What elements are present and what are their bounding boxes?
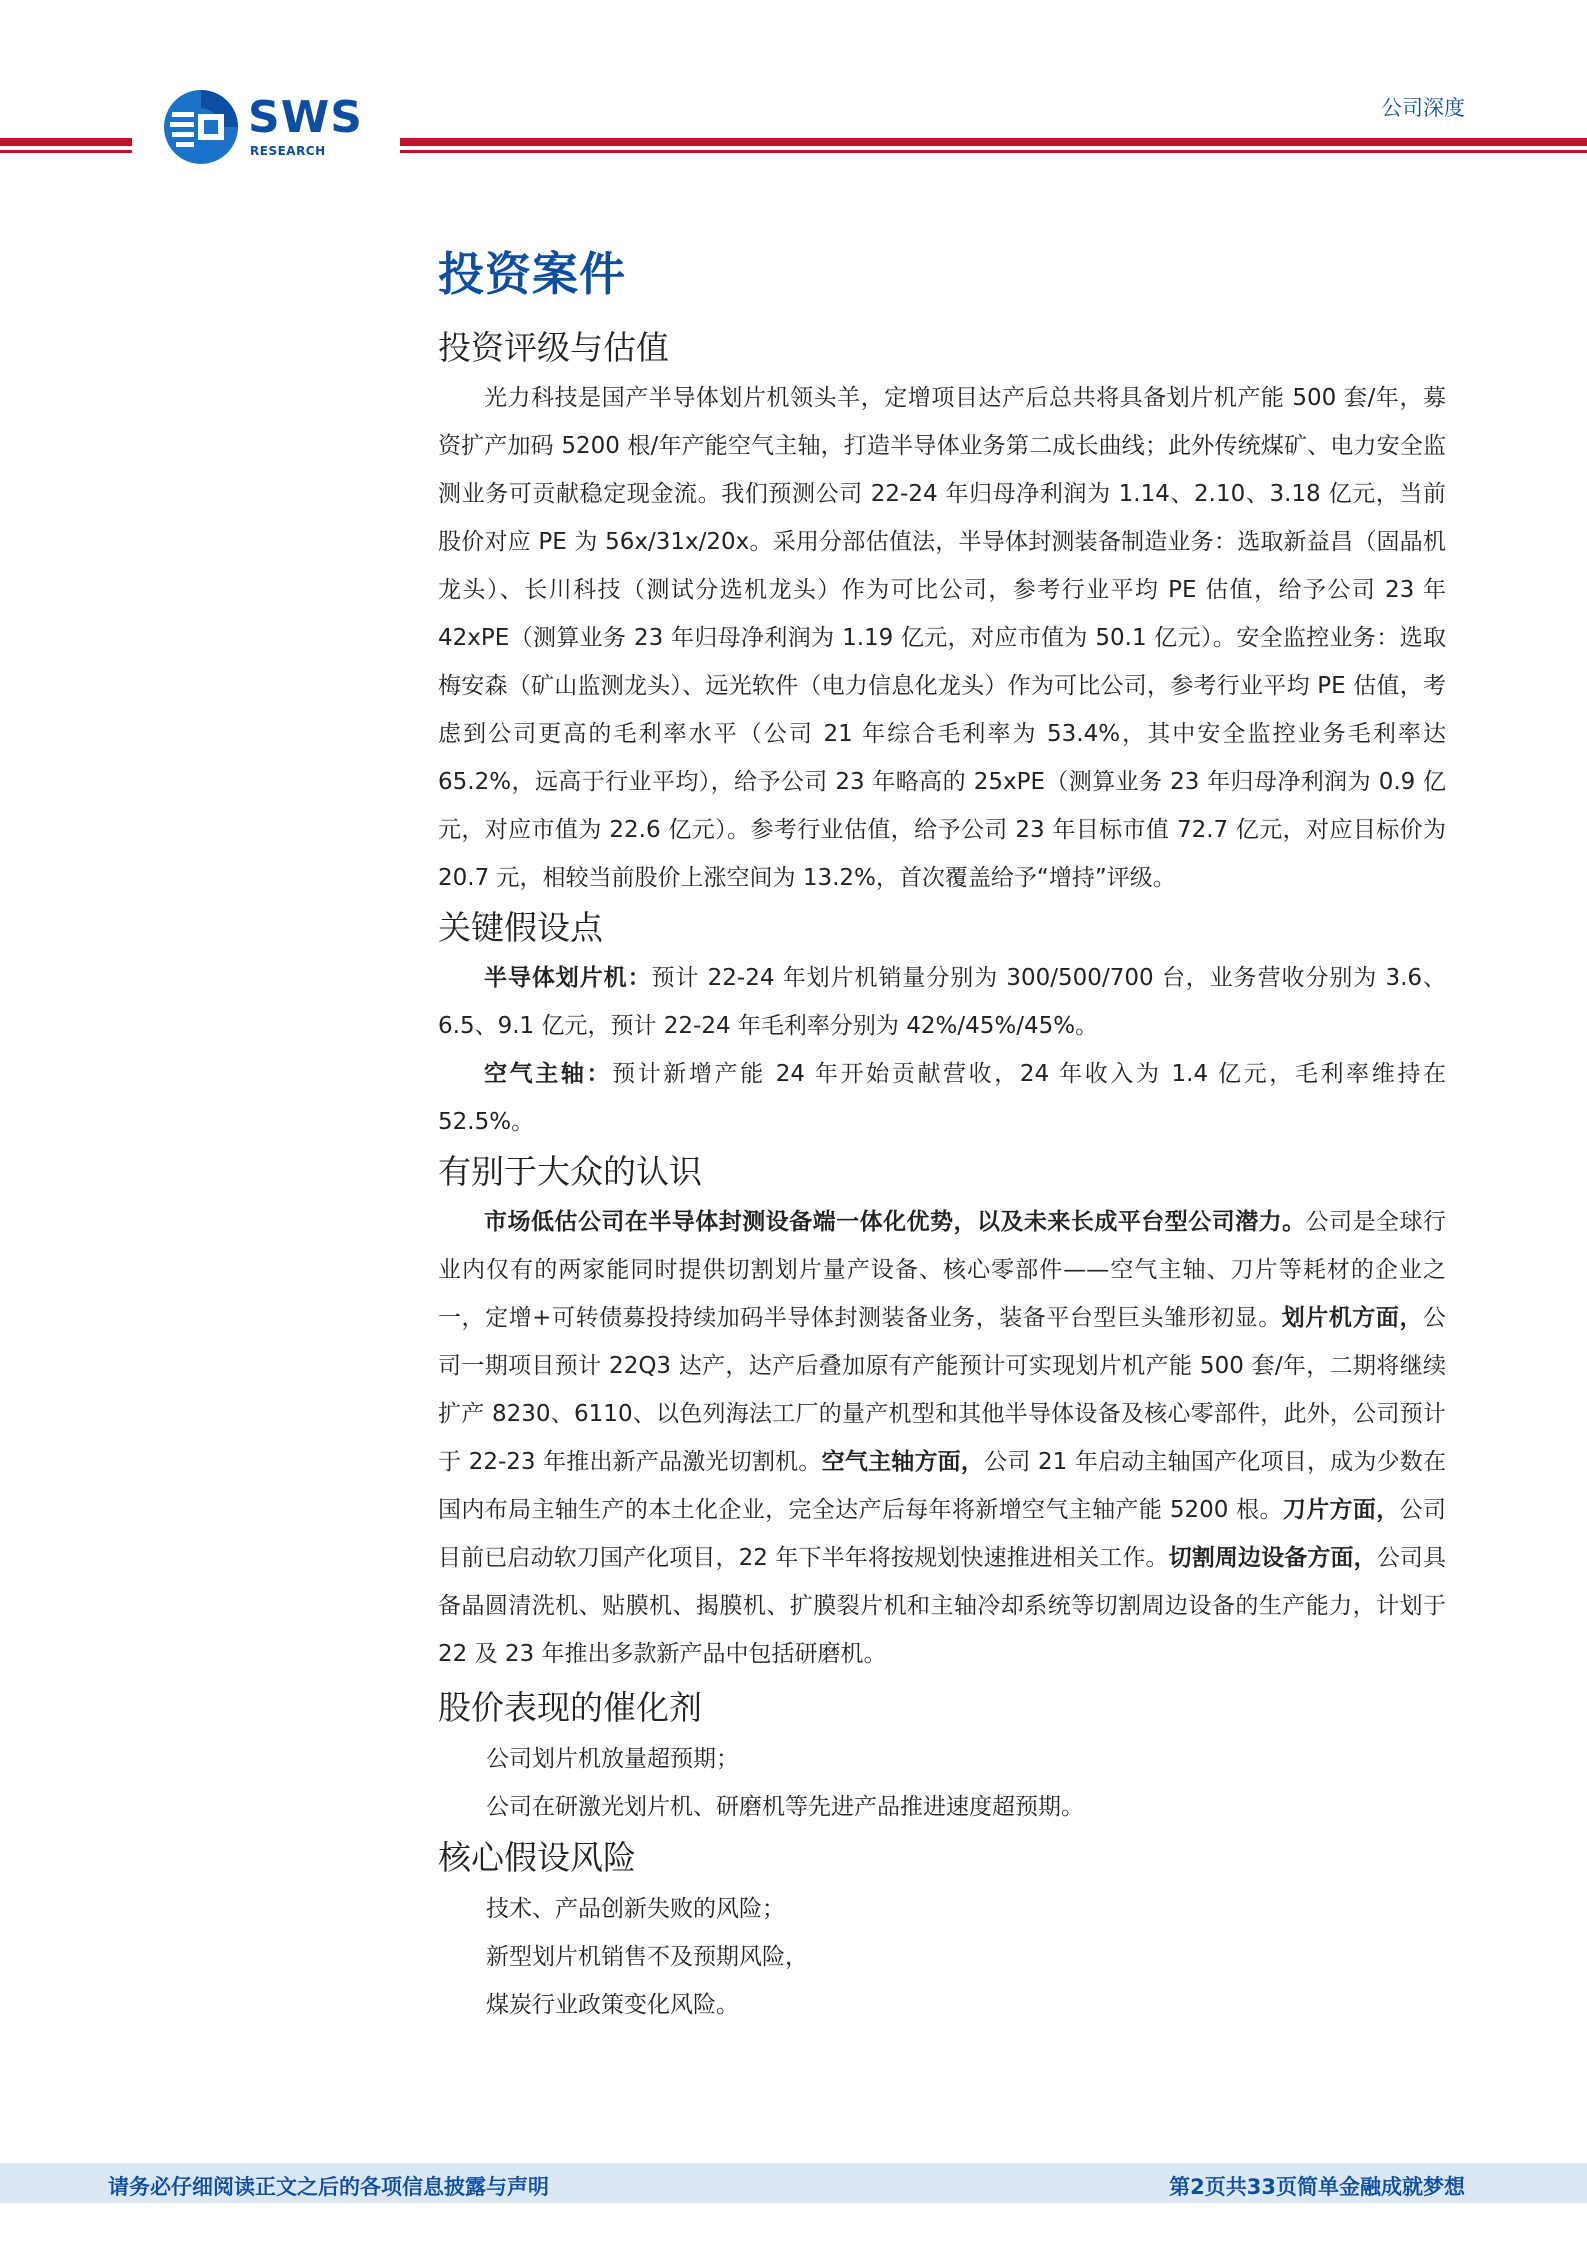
view-text-5: 公司具备晶圆清洗机、贴膜机、揭膜机、扩膜裂片机和主轴冷却系统等切割周边设备的生产能力，计划于 22 及 23 年推出多款新产品中包括研磨机。 [438, 1545, 1447, 1667]
logo-subtext: RESEARCH [250, 144, 326, 158]
footer-disclaimer: 请务必仔细阅读正文之后的各项信息披露与声明 [108, 2175, 549, 2199]
view-bold-4: 刀片方面， [1282, 1497, 1400, 1523]
section-heading-assumptions: 关键假设点 [438, 908, 603, 947]
section-heading-catalyst: 股价表现的催化剂 [438, 1688, 702, 1727]
assumption-semiconductor-label: 半导体划片机： [484, 965, 652, 991]
section-heading-view: 有别于大众的认识 [438, 1152, 702, 1191]
risk-item: 新型划片机销售不及预期风险， [486, 1944, 808, 1970]
header-rule-right [400, 138, 1587, 146]
view-bold-2: 划片机方面， [1281, 1305, 1423, 1331]
view-paragraph [438, 1198, 1446, 1678]
view-text-2: 公司一期项目预计 22Q3 达产，达产后叠加原有产能预计可实现划片机产能 500 套/年，二期将继续扩产 8230、6110、以色列海法工厂的量产机型和其他半导体设备及核心零部件，此外，公司预计于 22-23 年推出新产品激光切割机。 [438, 1305, 1446, 1475]
assumption-air-spindle-label: 空气主轴： [484, 1061, 613, 1087]
catalyst-item: 公司在研激光划片机、研磨机等先进产品推进速度超预期。 [486, 1794, 1084, 1820]
risk-item: 煤炭行业政策变化风险。 [486, 1992, 739, 2018]
view-bold-1: 市场低估公司在半导体封测设备端一体化优势，以及未来长成平台型公司潜力。 [484, 1209, 1306, 1235]
assumption-semiconductor [438, 954, 1446, 1050]
report-type-tag: 公司深度 [1381, 96, 1465, 120]
sws-logo [162, 88, 372, 168]
catalyst-item: 公司划片机放量超预期； [486, 1746, 739, 1772]
view-text-3: 公司 21 年启动主轴国产化项目，成为少数在国内布局主轴生产的本土化企业，完全达产后每年将新增空气主轴产能 5200 根。 [438, 1449, 1447, 1523]
assumption-semiconductor-text: 预计 22-24 年划片机销量分别为 300/500/700 台，业务营收分别为 3.6、6.5、9.1 亿元，预计 22-24 年毛利率分别为 42%/45%/45%。 [438, 965, 1446, 1039]
sws-logo-icon [162, 88, 240, 166]
header-rule-left [0, 138, 132, 146]
risk-item: 技术、产品创新失败的风险； [486, 1896, 785, 1922]
assumption-air-spindle [438, 1050, 1446, 1146]
rating-paragraph: 光力科技是国产半导体划片机领头羊，定增项目达产后总共将具备划片机产能 500 套/年，募资扩产加码 5200 根/年产能空气主轴，打造半导体业务第二成长曲线；此外传统煤矿、电力安全监测业务可贡献稳定现金流。我们预测公司 22-24 年归母净利润为 1.14、2.10、3.18 亿元，当前股价对应 PE 为 56x/31x/20x。采用分部估值法，半导体封测装备制造业务：选取新益昌（固晶机龙头）、长川科技（测试分选机龙头）作为可比公司，参考行业平均 PE 估值，给予公司 23 年 42xPE（测算业务 23 年归母净利润为 1.19 亿元，对应市值为 50.1 亿元）。安全监控业务：选取梅安森（矿山监测龙头）、远光软件（电力信息化龙头）作为可比公司，参考行业平均 PE 估值，考虑到公司更高的毛利率水平（公司 21 年综合毛利率为 53.4%，其中安全监控业务毛利率达 65.2%，远高于行业平均），给予公司 23 年略高的 25xPE（测算业务 23 年归母净利润为 0.9 亿元，对应市值为 22.6 亿元）。参考行业估值，给予公司 23 年目标市值 72.7 亿元，对应目标价为 20.7 元，相较当前股价上涨空间为 13.2%，首次覆盖给予“增持”评级。 [438, 385, 1446, 891]
view-text-1: 公司是全球行业内仅有的两家能同时提供切割划片量产设备、核心零部件——空气主轴、刀片等耗材的企业之一，定增+可转债募投持续加码半导体封测装备业务，装备平台型巨头雏形初显。 [438, 1209, 1447, 1331]
section-heading-risk: 核心假设风险 [438, 1838, 636, 1877]
header-rule-left-thin [0, 150, 132, 153]
section-heading-rating: 投资评级与估值 [438, 328, 669, 367]
view-text-4: 公司目前已启动软刀国产化项目，22 年下半年将按规划快速推进相关工作。 [438, 1497, 1447, 1571]
page-title: 投资案件 [438, 247, 626, 301]
assumption-air-spindle-text: 预计新增产能 24 年开始贡献营收，24 年收入为 1.4 亿元，毛利率维持在 52.5%。 [438, 1061, 1447, 1135]
header-rule-right-thin [400, 150, 1587, 153]
view-bold-5: 切割周边设备方面， [1168, 1545, 1377, 1571]
view-bold-3: 空气主轴方面， [821, 1449, 985, 1475]
footer-page-info: 第2页共33页简单金融成就梦想 [1169, 2175, 1465, 2199]
logo-text: SWS [248, 92, 363, 143]
